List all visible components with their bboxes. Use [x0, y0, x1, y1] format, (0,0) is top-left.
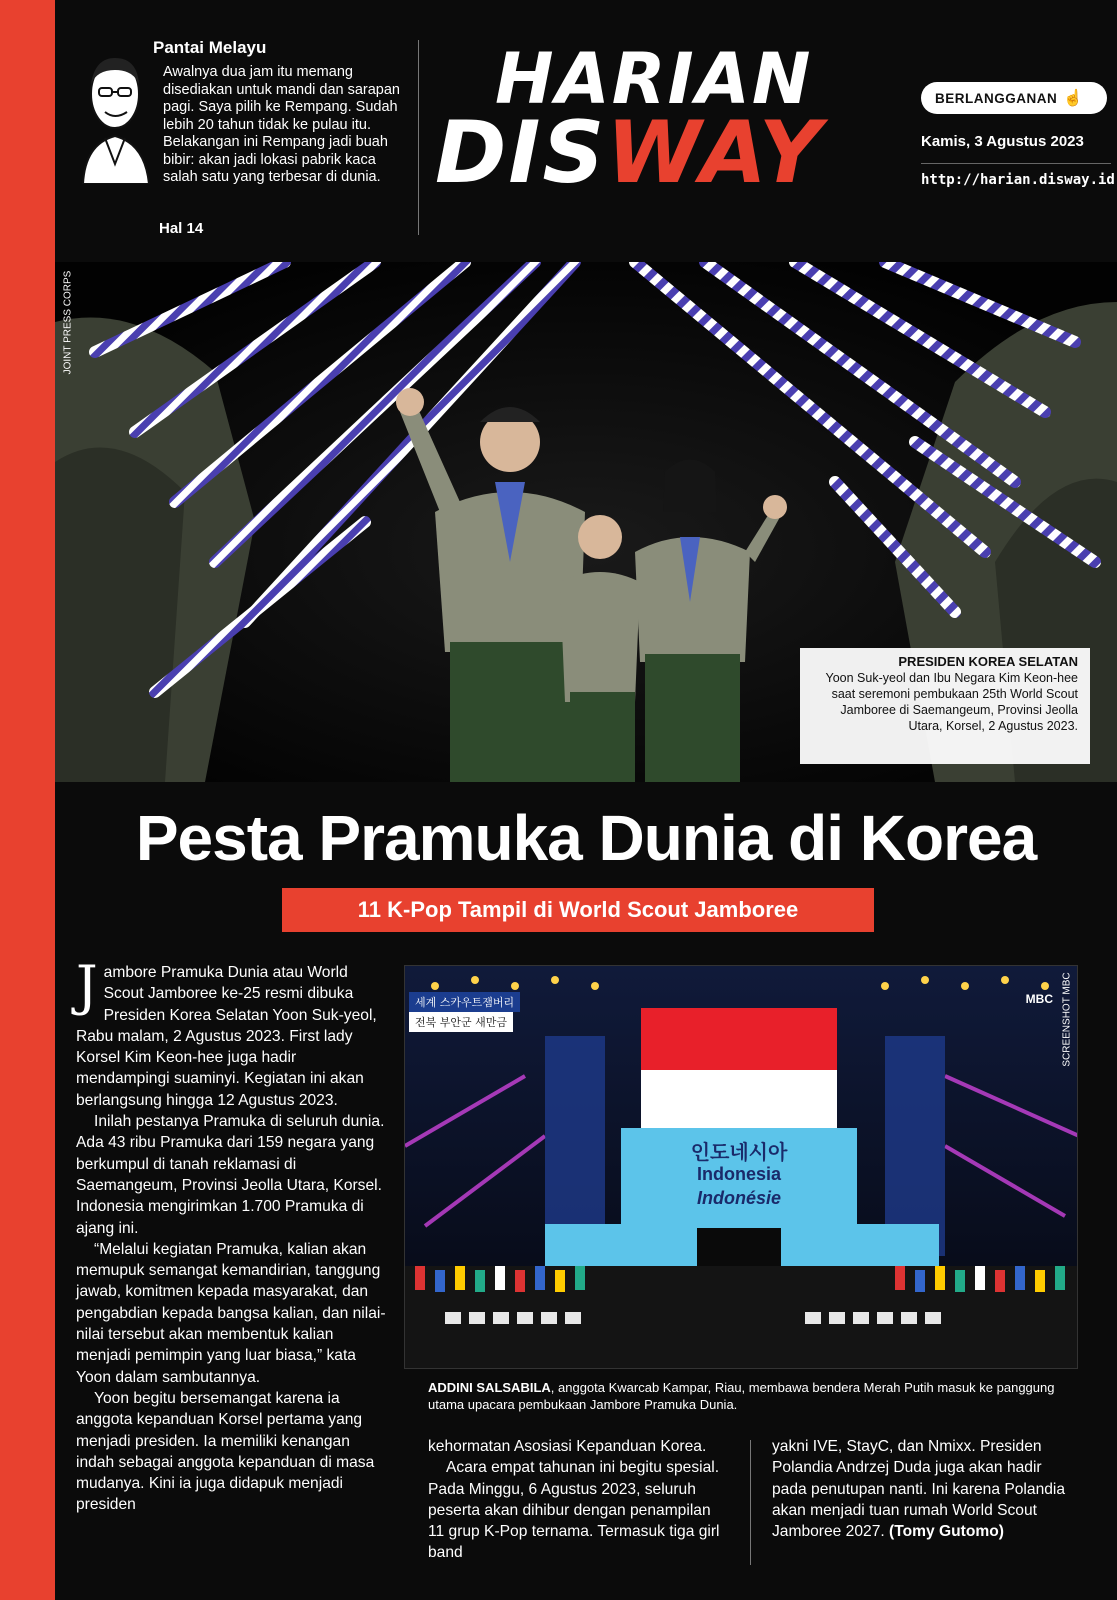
caption-subject-name: ADDINI SALSABILA [428, 1380, 551, 1395]
article-paragraph: Inilah pestanya Pramuka di seluruh dunia. Ada 43 ribu Pramuka dari 159 negara yang berkumpul di tanah reklamasi di Saemangeum, Provinsi Jeolla Utara, Korsel. Indonesia mengirimkan 1.700 Pramuka di ajang ini. [76, 1113, 385, 1237]
column-divider [750, 1440, 751, 1565]
article-author: (Tomy Gutomo) [889, 1523, 1004, 1541]
logo-way: WAY [606, 103, 824, 203]
masthead-header [55, 0, 1117, 262]
article-paragraph: Yoon begitu bersemangat karena ia anggota kepanduan Korsel pertama yang menjadi presiden. Ia memiliki kenangan indah sebagai anggota kepanduan di masa mudanya. Kini ia juga didapuk menjadi presiden [76, 1389, 375, 1514]
subscribe-label: BERLANGGANAN [935, 90, 1058, 106]
site-url-link[interactable]: http://harian.disway.id [921, 172, 1115, 188]
left-accent-strip [0, 0, 55, 1600]
logo-dis: DIS [435, 103, 607, 203]
stage-photo-caption: ADDINI SALSABILA, anggota Kwarcab Kampar, Riau, membawa bendera Merah Putih masuk ke panggung utama upacara pembukaan Jambore Pramuka Dunia. [428, 1380, 1055, 1412]
pointer-hand-icon: ☝ [1063, 90, 1084, 107]
hero-photo-credit: JOINT PRESS CORPS [62, 270, 74, 375]
article-paragraph: kehormatan Asosiasi Kepanduan Korea. [428, 1438, 707, 1455]
tv-logo: MBC [1025, 992, 1053, 1006]
tv-tag-1: 세계 스카우트잼버리 [409, 992, 520, 1012]
teaser-body: Awalnya dua jam itu memang disediakan untuk mandi dan sarapan pagi. Saya pilih ke Rempang. Sudah lebih 20 tahun tidak ke pulau itu. Belakangan ini Rempang jadi buah bibir: akan jadi lokasi pabrik kaca salah satu yang terbesar di dunia. [163, 64, 400, 185]
article-paragraph: Jambore Pramuka Dunia atau World Scout Jamboree ke-25 resmi dibuka Presiden Korea Selatan Yoon Suk-yeol, Rabu malam, 2 Agustus 2023. First lady Korsel Kim Keon-hee juga hadir mendampingi suaminyi. Kegiatan ini akan berlangsung hingga 12 Agustus 2023. [76, 954, 377, 1109]
columnist-portrait [75, 44, 153, 184]
hero-caption [800, 648, 1090, 764]
date-divider [921, 163, 1111, 164]
article-column-left [76, 954, 386, 1516]
header-divider [418, 40, 419, 235]
screen-text-korean: 인도네시아 [690, 1140, 788, 1164]
logo-disway[interactable] [435, 103, 824, 203]
teaser-page-ref[interactable]: Hal 14 [159, 220, 204, 237]
stage-photo [404, 965, 1078, 1369]
article-paragraph: Acara empat tahunan ini begitu spesial. Pada Minggu, 6 Agustus 2023, seluruh peserta akan dihibur dengan penampilan 11 grup K-Pop ternama. Termasuk tiga girl band [428, 1459, 720, 1562]
subscribe-button[interactable] [921, 82, 1107, 114]
tv-tag-2: 전북 부안군 새만금 [409, 1012, 513, 1032]
article-paragraph: “Melalui kegiatan Pramuka, kalian akan memupuk semangat kemandirian, tanggung jawab, komitmen kepada masyarakat, dan pengabdian kepada bangsa kalian, dan nilai-nilai tersebut akan membentuk kalian menjadi pemimpin yang luar biasa,” kata Yoon dalam sambutannya. [76, 1240, 386, 1386]
drop-cap: J [76, 954, 98, 1017]
hero-caption-title: PRESIDEN KOREA SELATAN [898, 654, 1078, 669]
teaser-title[interactable]: Pantai Melayu [153, 38, 267, 57]
hero-caption-body: Yoon Suk-yeol dan Ibu Negara Kim Keon-hee saat seremoni pembukaan 25th World Scout Jamboree di Saemangeum, Provinsi Jeolla Utara, Korsel, 2 Agustus 2023. [825, 671, 1078, 733]
issue-date: Kamis, 3 Agustus 2023 [921, 133, 1084, 150]
logo-harian[interactable]: HARIAN [495, 38, 813, 120]
main-headline[interactable]: Pesta Pramuka Dunia di Korea [135, 802, 1037, 874]
article-column-right [772, 1436, 1077, 1542]
screen-text-french: Indonésie [696, 1188, 781, 1208]
article-paragraph: yakni IVE, StayC, dan Nmixx. Presiden Polandia Andrzej Duda juga akan hadir pada penutupan nanti. Ini karena Polandia akan menjadi tuan rumah World Scout Jamboree 2027. (Tomy Gutomo) [772, 1438, 1066, 1541]
screen-text-english: Indonesia [696, 1164, 781, 1184]
article-column-middle [428, 1436, 728, 1564]
stage-photo-credit: SCREENSHOT MBC [1061, 972, 1073, 1067]
subheadline-banner: 11 K-Pop Tampil di World Scout Jamboree [282, 888, 874, 932]
